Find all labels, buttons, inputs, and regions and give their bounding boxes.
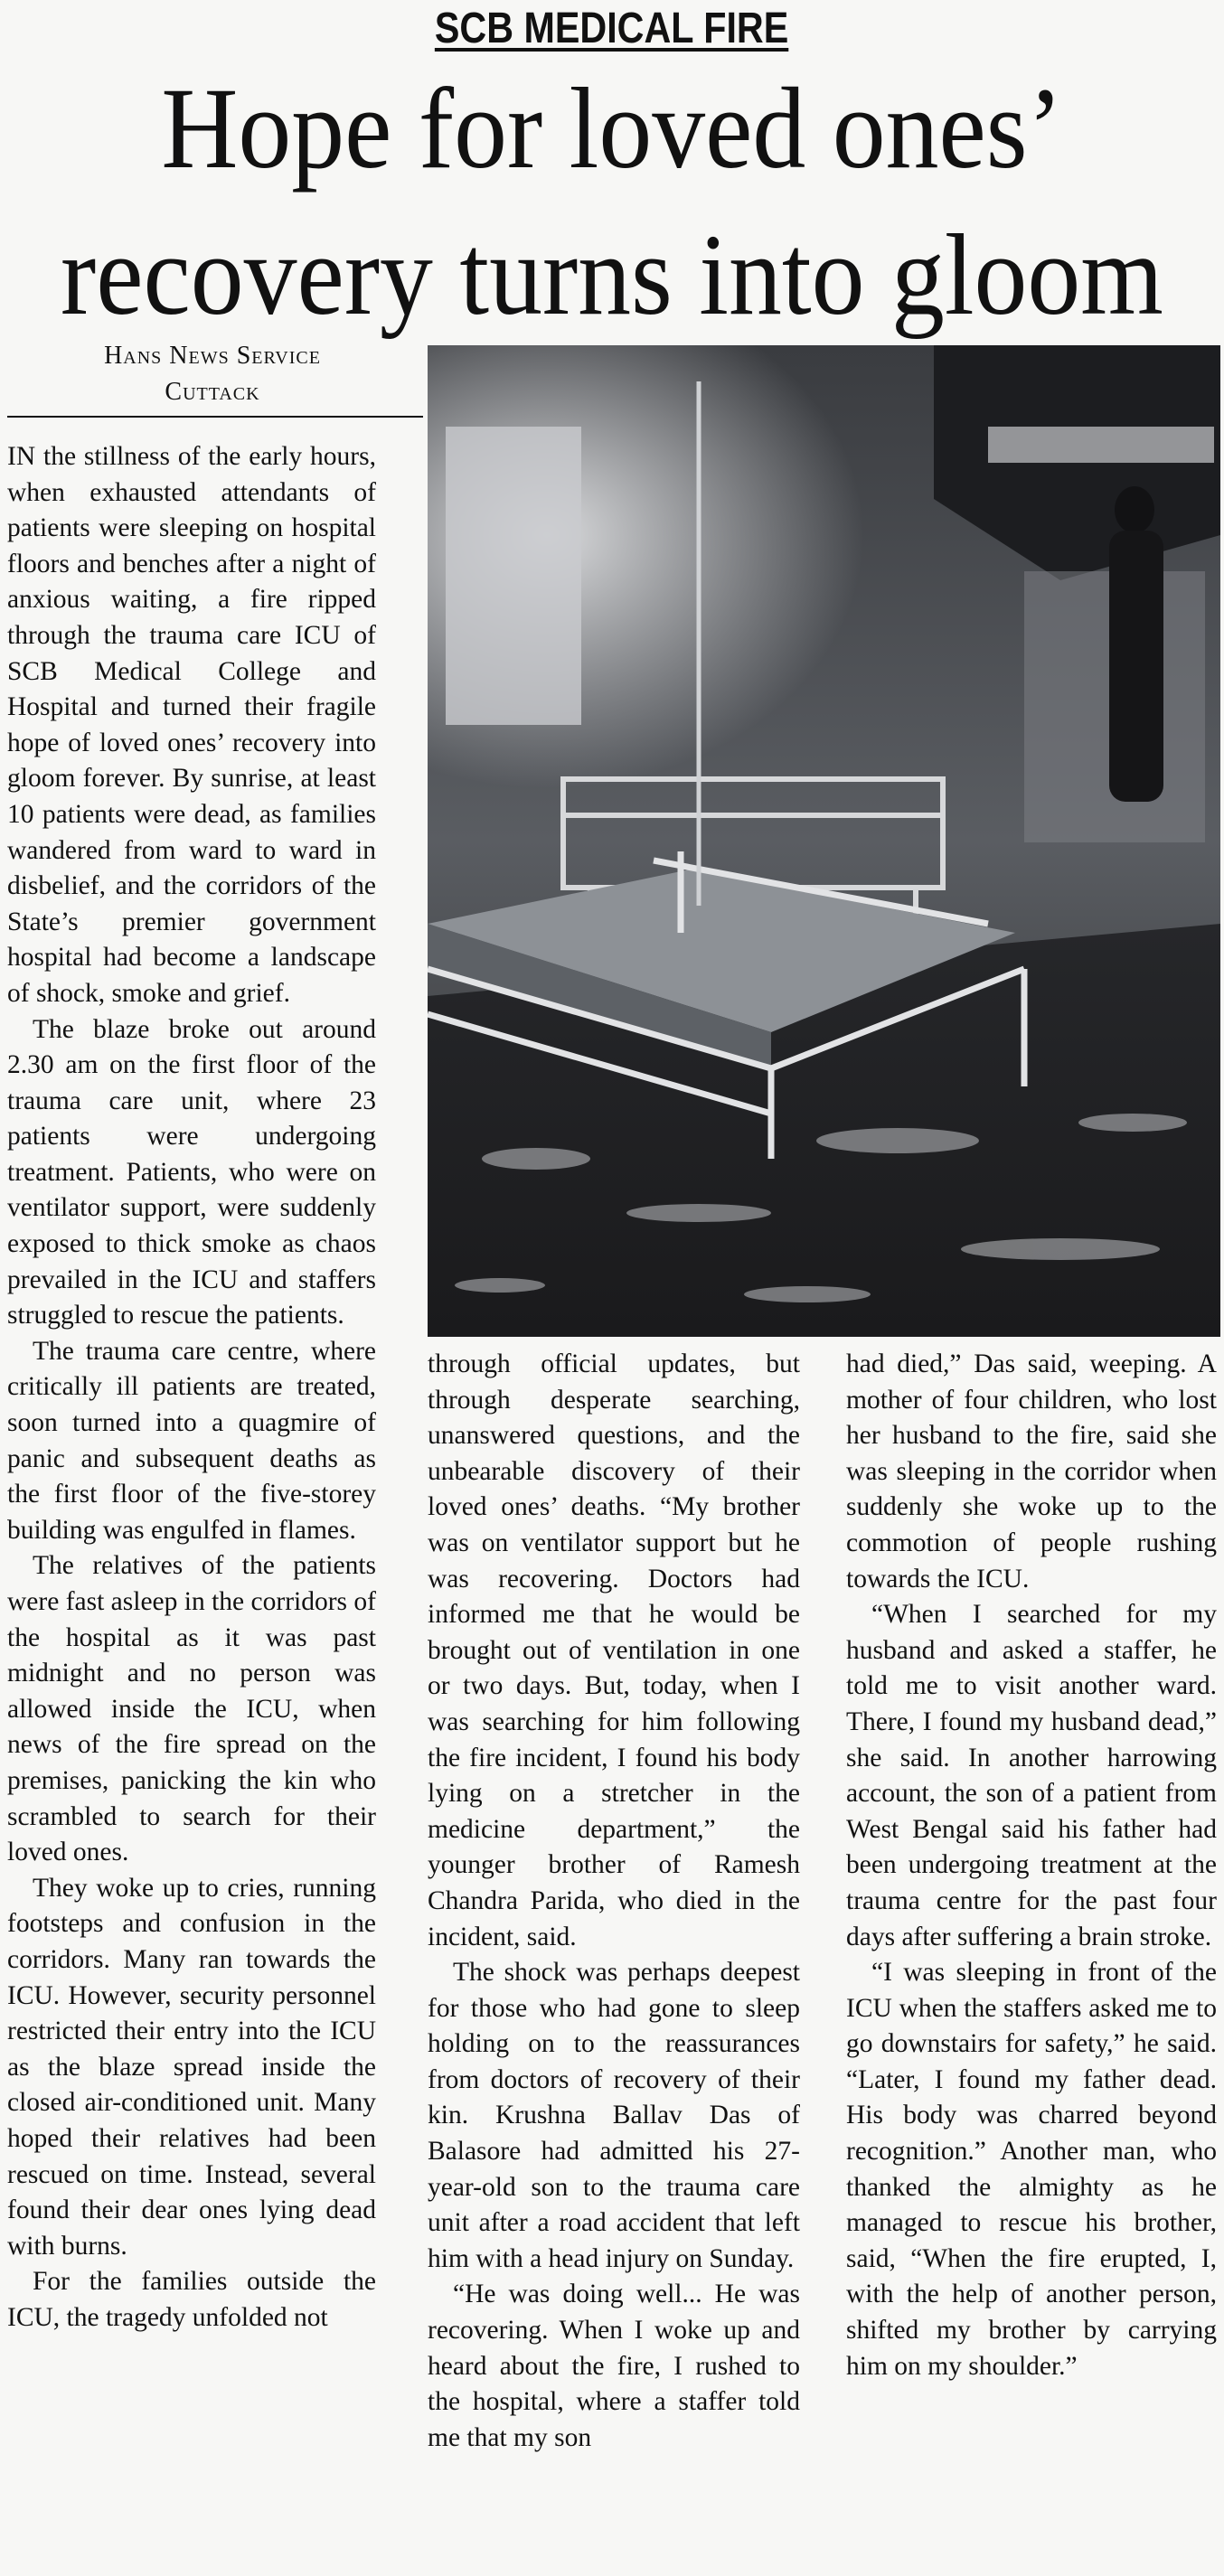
paragraph: The blaze broke out around 2.30 am on the first floor of the trauma care unit, where 23 patients were undergoing treatment. Patients, who were on ventilator support, were suddenly exposed to thick smoke as chaos prevailed in the ICU and staffers struggled to rescue the patients.	[7, 1014, 376, 1330]
paragraph: “When I searched for my husband and asked a staffer, he told me to visit another ward. There, I found my husband dead,” she said. In another harrowing account, the son of a patient from West Bengal said his father had been undergoing treatment at the trauma centre for the past four days after suffering a brain stroke.	[846, 1600, 1217, 1951]
article-column-3	[846, 1347, 1217, 2572]
article-column-1	[7, 439, 376, 2572]
section-kicker	[0, 4, 1224, 53]
paragraph: They woke up to cries, running footsteps and confusion in the corridors. Many ran towards the ICU. However, security personnel restricted their entry into the ICU as the blaze spread inside the closed air-conditioned unit. Many hoped their relatives had been rescued on time. Instead, several found their dear ones lying dead with burns.	[7, 1873, 376, 2261]
paragraph: IN the stillness of the early hours, when exhausted attendants of patients were sleeping on hospital floors and benches after a night of anxious waiting, a fire ripped through the trauma care ICU of SCB Medical College and Hospital and turned their fragile hope of loved ones’ recovery into gloom forever. By sunrise, at least 10 patients were dead, as families wandered from ward to ward in disbelief, and the corridors of the State’s premier government hospital had become a landscape of shock, smoke and grief.	[7, 442, 376, 1008]
byline-agency: Hans News Service	[104, 342, 321, 370]
paragraph: through official updates, but through desperate searching, unanswered questions, and the unbearable discovery of their loved ones’ deaths. “My brother was on ventilator support but he was recovering. Doctors had informed me that he would be brought out of ventilation in one or two days. But, today, when I was searching for him following the fire incident, I found his body lying on a stretcher in the medicine department,” the younger brother of Ramesh Chandra Parida, who died in the incident, said.	[428, 1349, 800, 1951]
headline-line-2: recovery turns into gloom	[61, 211, 1163, 339]
news-photo	[428, 345, 1220, 1337]
paragraph: The shock was perhaps deepest for those who had gone to sleep holding on to the reassurances from doctors of recovery of their kin. Krushna Ballav Das of Balasore had admitted his 27-year-old son to the trauma care unit after a road accident that left him with a head injury on Sunday.	[428, 1958, 800, 2273]
paragraph: “I was sleeping in front of the ICU when the staffers asked me to go downstairs for safety,” he said. “Later, I found my father dead. His body was charred beyond recognition.” Another man, who thanked the almighty as he managed to rescue his brother, said, “When the fire erupted, I, with the help of another person, shifted my brother by carrying him on my shoulder.”	[846, 1958, 1217, 2381]
paragraph: The trauma care centre, where critically ill patients are treated, soon turned into a quagmire of panic and subsequent deaths as the first floor of the five-storey building was engulfed in flames.	[7, 1336, 376, 1545]
byline-place: Cuttack	[165, 378, 260, 406]
paragraph: For the families outside the ICU, the tragedy unfolded not	[7, 2267, 376, 2332]
byline-divider	[7, 416, 423, 418]
paragraph: The relatives of the patients were fast asleep in the corridors of the hospital as it was past midnight and no person was allowed inside the ICU, when news of the fire spread on the premises, panicking the kin who scrambled to search for their loved ones.	[7, 1551, 376, 1867]
kicker-text: SCB MEDICAL FIRE	[435, 5, 789, 52]
paragraph: had died,” Das said, weeping. A mother of four children, who lost her husband to the fire, said she was sleeping in the corridor when suddenly she woke up to the commotion of people rushing towards the ICU.	[846, 1349, 1217, 1594]
article-column-2	[428, 1347, 800, 2572]
paragraph: “He was doing well... He was recovering. When I woke up and heard about the fire, I rushed to the hospital, where a staffer told me that my son	[428, 2280, 800, 2452]
headline-line-1: Hope for loved ones’	[161, 64, 1063, 193]
